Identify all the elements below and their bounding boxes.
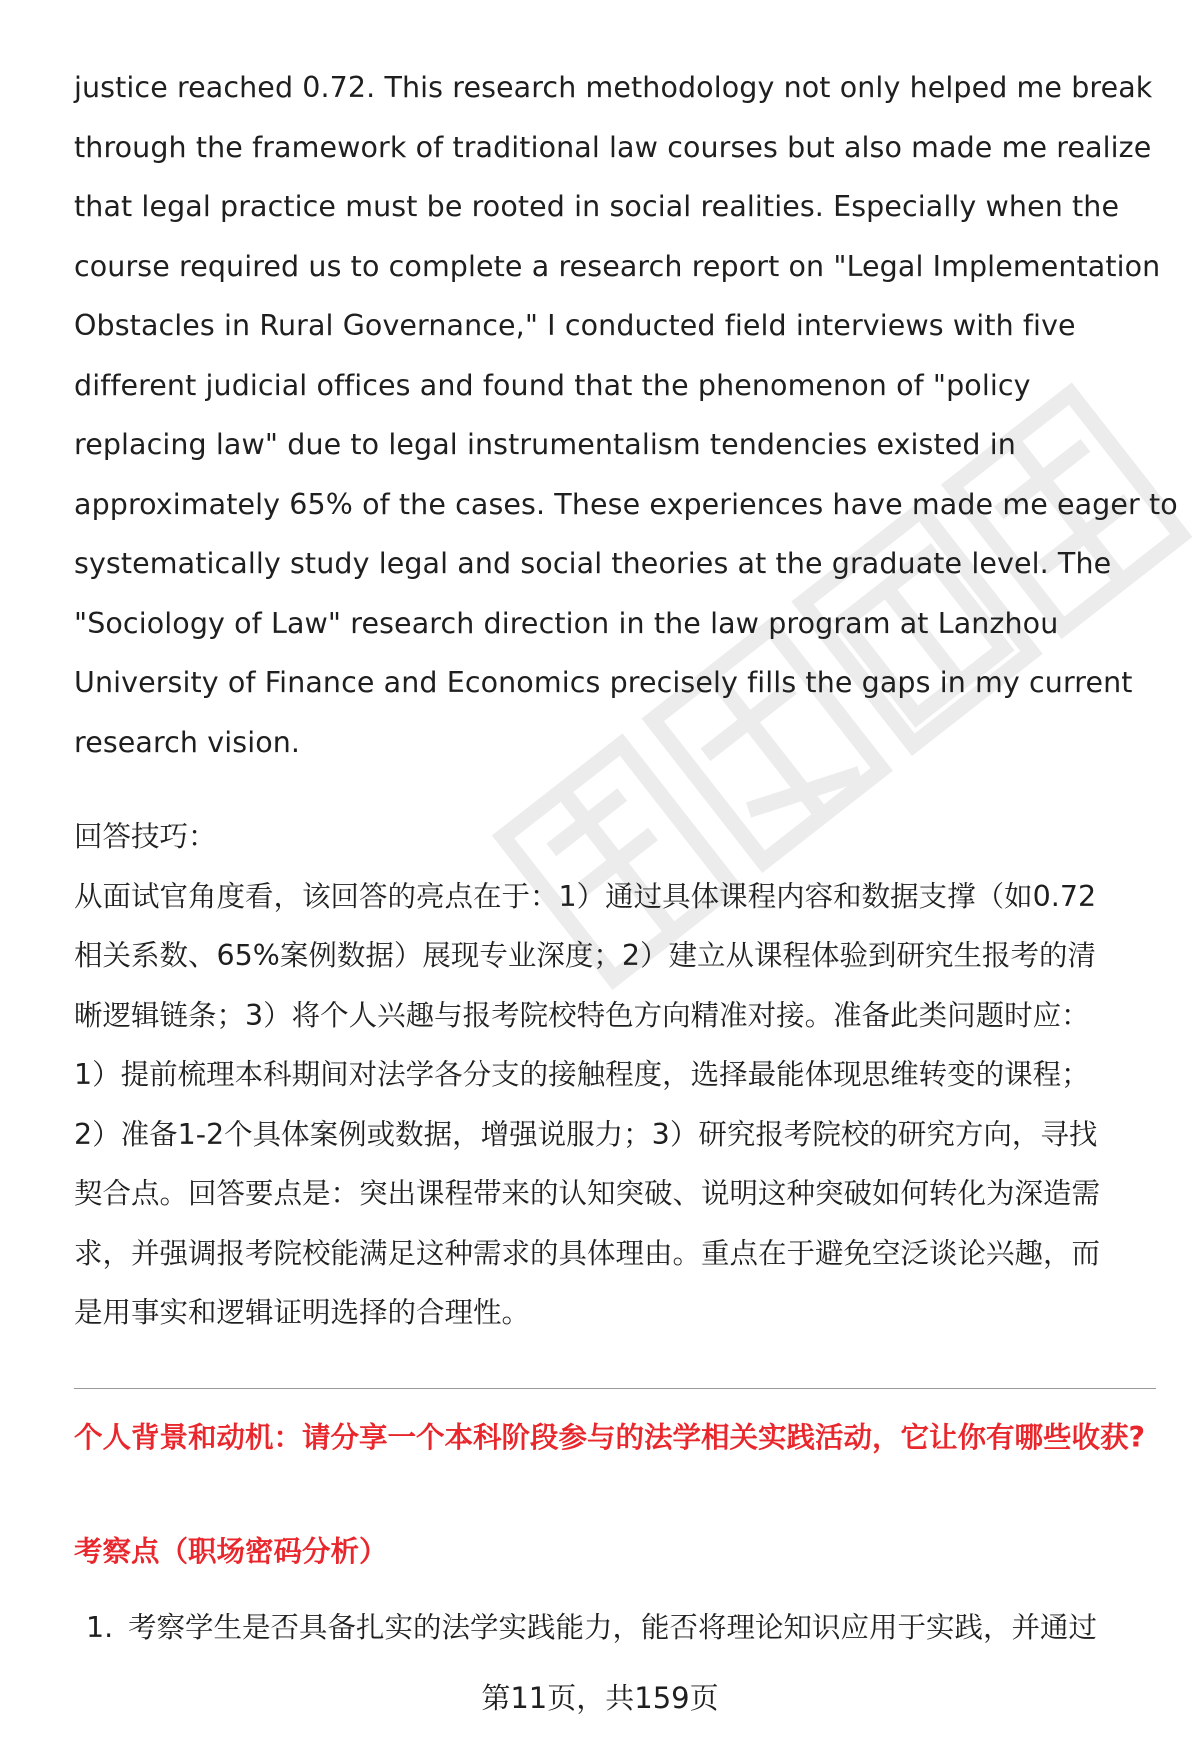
answer-tips-paragraph — [74, 867, 1154, 1343]
tips-line: 求，并强调报考院校能满足这种需求的具体理由。重点在于避免空泛谈论兴趣，而 — [74, 1236, 1101, 1270]
answer-tips-label: 回答技巧： — [74, 820, 217, 853]
paragraph-line: replacing law" due to legal instrumentalism tendencies existed in — [74, 428, 1016, 461]
page-number-footer: 第11页，共159页 — [481, 1681, 719, 1715]
paragraph-line: through the framework of traditional law courses but also made me realize — [74, 130, 1152, 164]
main-content — [74, 58, 1178, 1343]
tips-line: 契合点。回答要点是：突出课程带来的认知突破、说明这种突破如何转化为深造需 — [74, 1177, 1101, 1210]
paragraph-line: systematically study legal and social theories at the graduate level. The — [74, 547, 1112, 580]
paragraph-line: "Sociology of Law" research direction in the law program at Lanzhou — [74, 606, 1059, 640]
paragraph-line: University of Finance and Economics precisely fills the gaps in my current — [74, 666, 1133, 699]
section-divider — [74, 1388, 1156, 1389]
english-answer-paragraph — [74, 58, 1178, 772]
analysis-heading: 考察点（职场密码分析） — [74, 1535, 388, 1568]
tips-line: 从面试官角度看，该回答的亮点在于：1）通过具体课程内容和数据支撑（如0.72 — [74, 879, 1097, 913]
paragraph-line: research vision. — [74, 725, 301, 759]
paragraph-line: that legal practice must be rooted in social realities. Especially when the — [74, 190, 1120, 223]
paragraph-line: different judicial offices and found that the phenomenon of "policy — [74, 368, 1031, 402]
tips-line: 2）准备1-2个具体案例或数据，增强说服力；3）研究报考院校的研究方向，寻找 — [74, 1117, 1098, 1151]
tips-line: 是用事实和逻辑证明选择的合理性。 — [74, 1296, 531, 1329]
list-item-number: 1. — [86, 1611, 114, 1644]
tips-line: 晰逻辑链条；3）将个人兴趣与报考院校特色方向精准对接。准备此类问题时应： — [74, 998, 1090, 1032]
paragraph-line: approximately 65% of the cases. These experiences have made me eager to — [74, 487, 1178, 521]
tips-line: 1）提前梳理本科期间对法学各分支的接触程度，选择最能体现思维转变的课程； — [74, 1058, 1090, 1091]
paragraph-line: justice reached 0.72. This research methodology not only helped me break — [74, 71, 1153, 104]
list-item — [74, 1606, 1154, 1650]
analysis-point-list — [74, 1606, 1154, 1650]
paragraph-line: course required us to complete a research report on "Legal Implementation — [74, 249, 1161, 283]
paragraph-line: Obstacles in Rural Governance," I conducted field interviews with five — [74, 309, 1076, 342]
tips-line: 相关系数、65%案例数据）展现专业深度；2）建立从课程体验到研究生报考的清 — [74, 939, 1096, 972]
list-item-text: 考察学生是否具备扎实的法学实践能力，能否将理论知识应用于实践，并通过 — [128, 1611, 1098, 1644]
question-heading: 个人背景和动机：请分享一个本科阶段参与的法学相关实践活动，它让你有哪些收获? — [74, 1421, 1146, 1454]
